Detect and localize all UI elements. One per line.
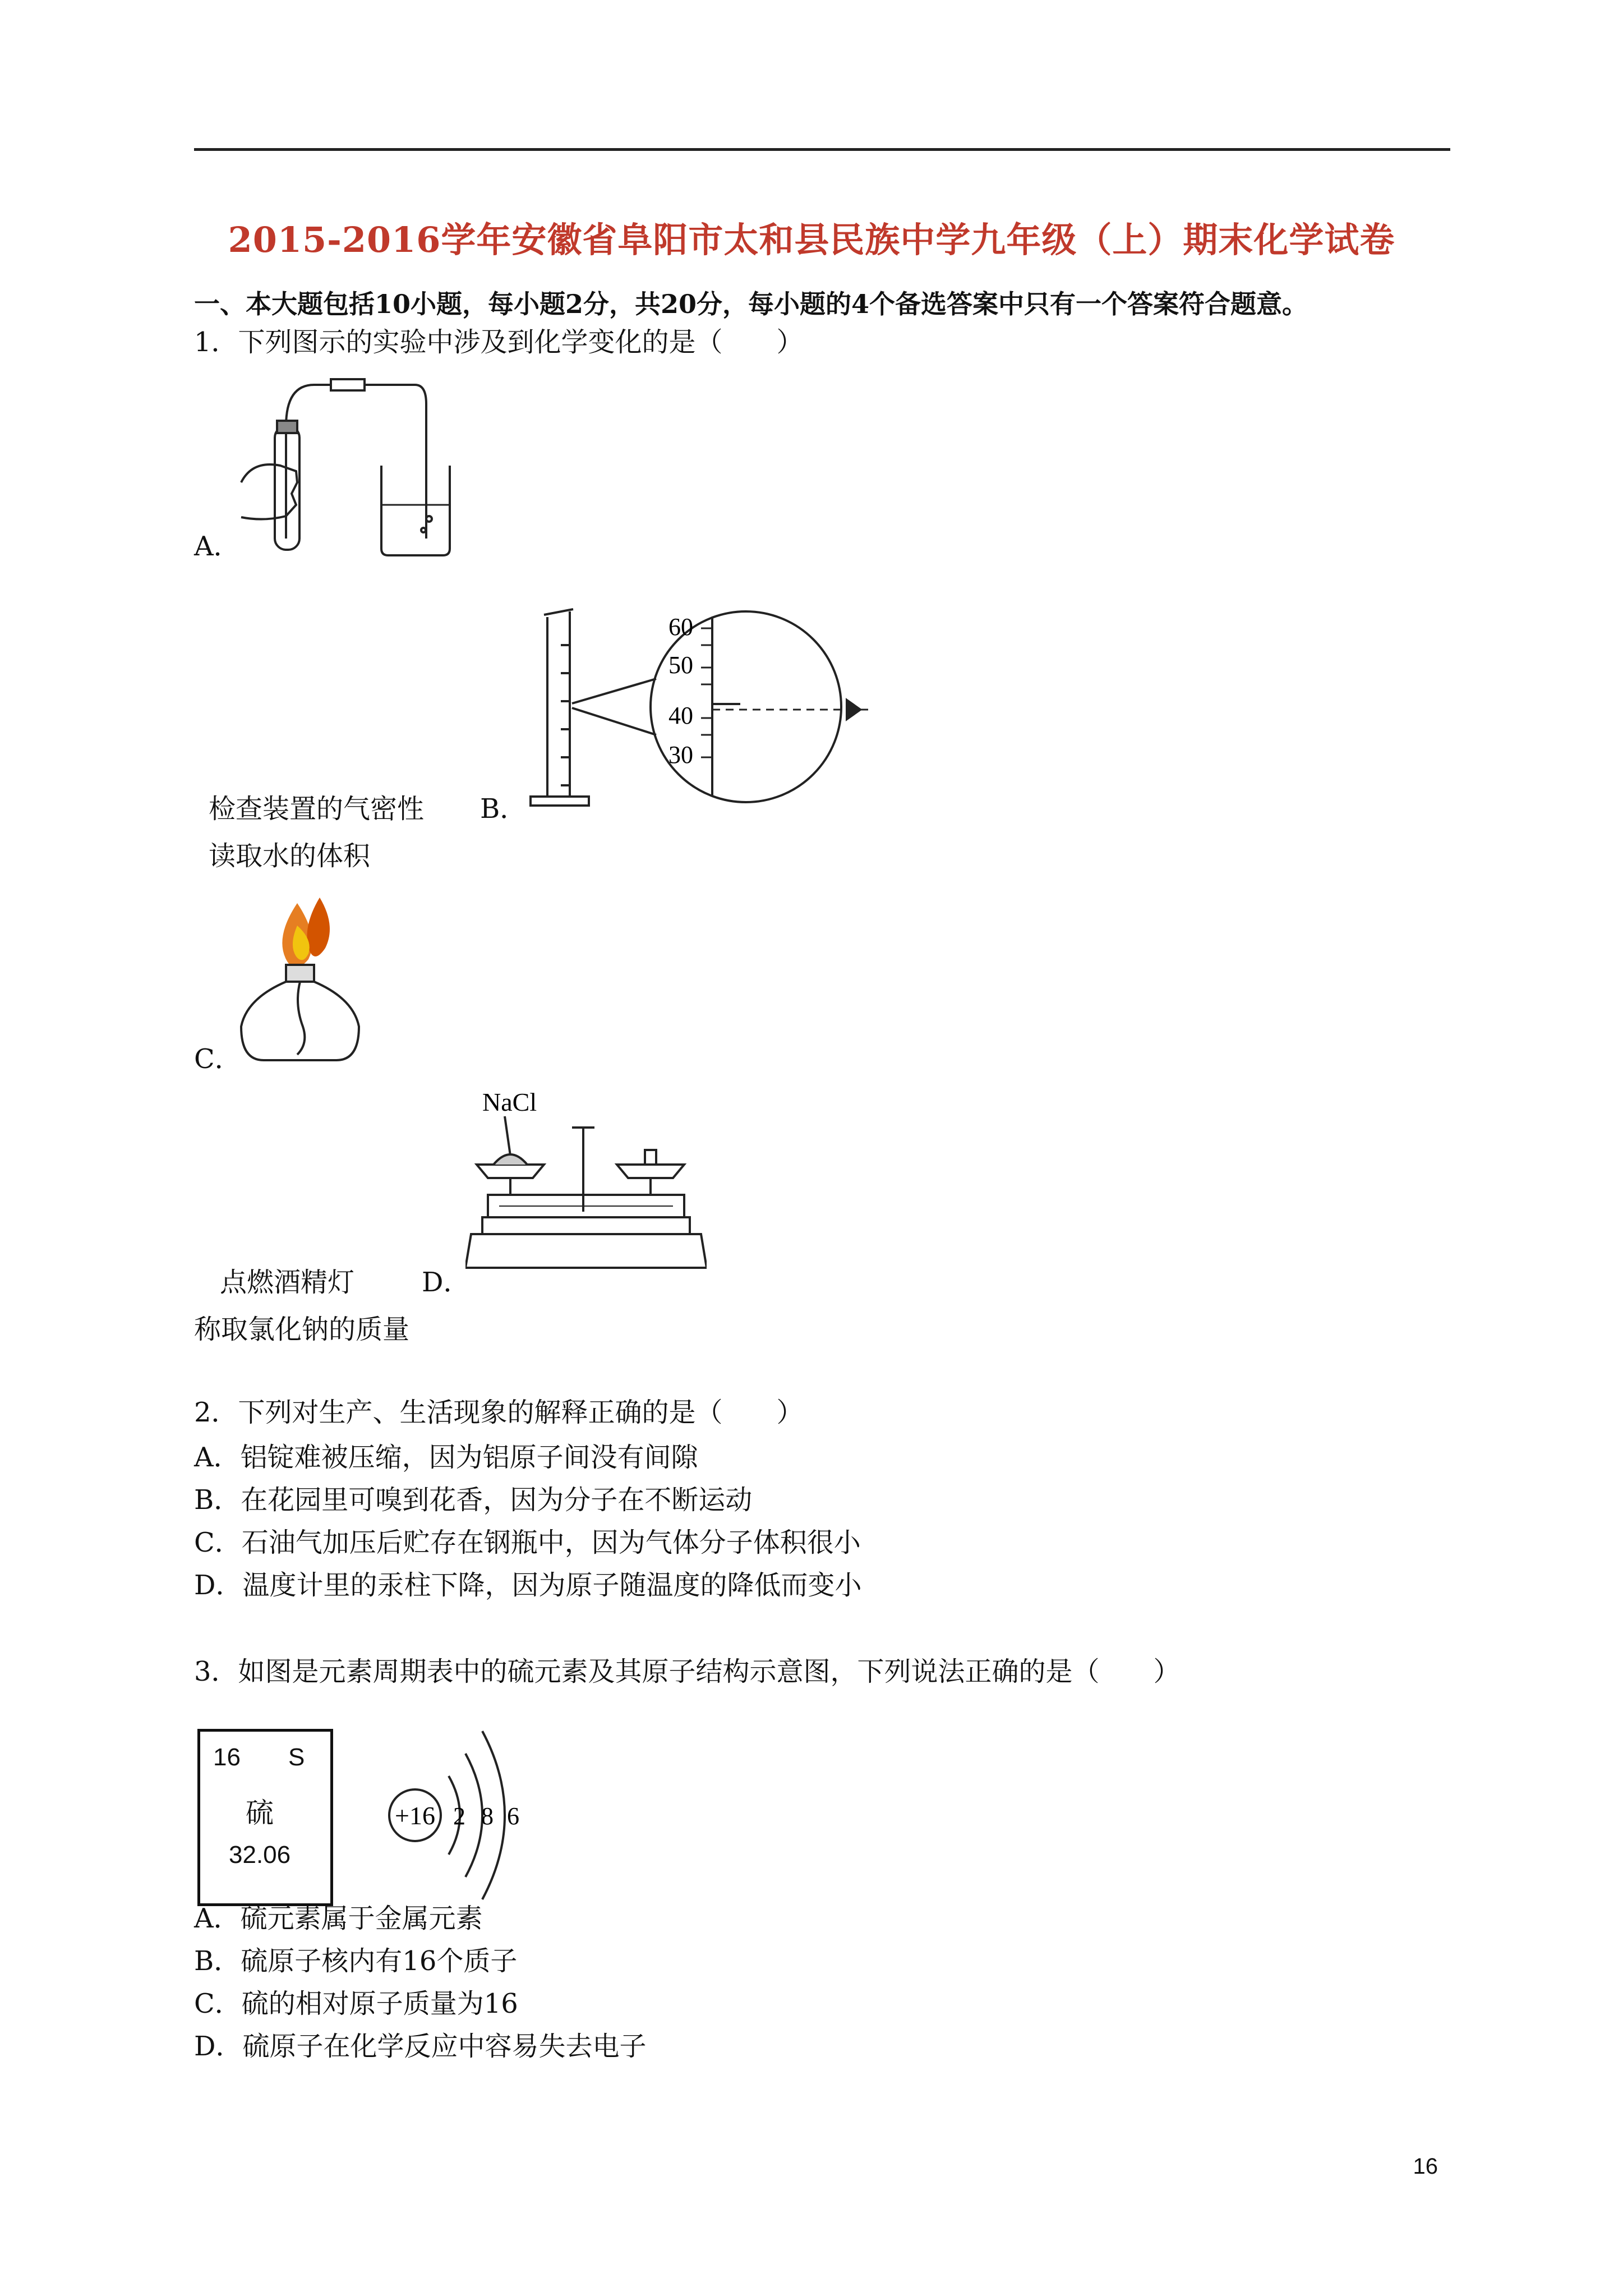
q1-stem: 1．下列图示的实验中涉及到化学变化的是（ ） <box>194 326 804 358</box>
nucleus-charge: +16 <box>395 1801 435 1830</box>
q3-option-b: B．硫原子核内有16个质子 <box>194 1945 518 1977</box>
q1-option-c-letter: C． <box>194 1043 242 1075</box>
element-mass: 32.06 <box>229 1841 291 1869</box>
q2-stem: 2．下列对生产、生活现象的解释正确的是（ ） <box>194 1397 804 1428</box>
alcohol-lamp-figure <box>230 892 376 1071</box>
shell-1-electrons: 2 <box>453 1802 465 1830</box>
element-number: 16 <box>213 1743 241 1771</box>
q1-option-d-caption: 称取氯化钠的质量 <box>194 1314 410 1345</box>
q1-option-a-caption: 检查装置的气密性 <box>209 793 425 825</box>
element-symbol: S <box>288 1743 305 1771</box>
page-number: 16 <box>1413 2154 1438 2179</box>
q1-option-c-caption: 点燃酒精灯 <box>220 1267 355 1298</box>
shell-3-electrons: 6 <box>507 1802 519 1830</box>
q2-option-c: C．石油气加压后贮存在钢瓶中，因为气体分子体积很小 <box>194 1527 861 1558</box>
q3-option-c: C．硫的相对原子质量为16 <box>194 1988 518 2019</box>
q2-option-b: B．在花园里可嗅到花香，因为分子在不断运动 <box>194 1484 753 1516</box>
header-rule <box>194 148 1450 151</box>
scale-label-60: 60 <box>668 613 693 641</box>
q3-option-a: A．硫元素属于金属元素 <box>194 1903 483 1934</box>
graduated-cylinder-figure <box>522 561 869 819</box>
q1-option-b-letter: B． <box>480 793 527 825</box>
q3-stem: 3．如图是元素周期表中的硫元素及其原子结构示意图，下列说法正确的是（ ） <box>194 1656 1181 1687</box>
element-name: 硫 <box>246 1797 274 1829</box>
q1-option-b-caption: 读取水的体积 <box>209 840 371 872</box>
q2-option-d: D．温度计里的汞柱下降，因为原子随温度的降低而变小 <box>194 1570 862 1601</box>
airtightness-check-figure <box>230 370 454 561</box>
shell-2-electrons: 8 <box>481 1802 494 1830</box>
q1-option-a-letter: A． <box>194 531 241 562</box>
section-heading: 一、本大题包括10小题，每小题2分，共20分，每小题的4个备选答案中只有一个答案符合题意。 <box>194 289 1308 319</box>
balance-figure <box>465 1083 707 1296</box>
scale-label-50: 50 <box>668 651 693 679</box>
nacl-label: NaCl <box>482 1088 537 1116</box>
scale-label-30: 30 <box>668 741 693 769</box>
sulfur-atom-diagram <box>381 1714 550 1916</box>
scale-label-40: 40 <box>668 702 693 729</box>
q2-option-a: A．铝锭难被压缩，因为铝原子间没有间隙 <box>194 1442 698 1473</box>
q3-option-d: D．硫原子在化学反应中容易失去电子 <box>194 2031 647 2062</box>
page-title: 2015-2016学年安徽省阜阳市太和县民族中学九年级（上）期末化学试卷 <box>228 219 1395 260</box>
q1-option-d-letter: D． <box>422 1267 471 1298</box>
